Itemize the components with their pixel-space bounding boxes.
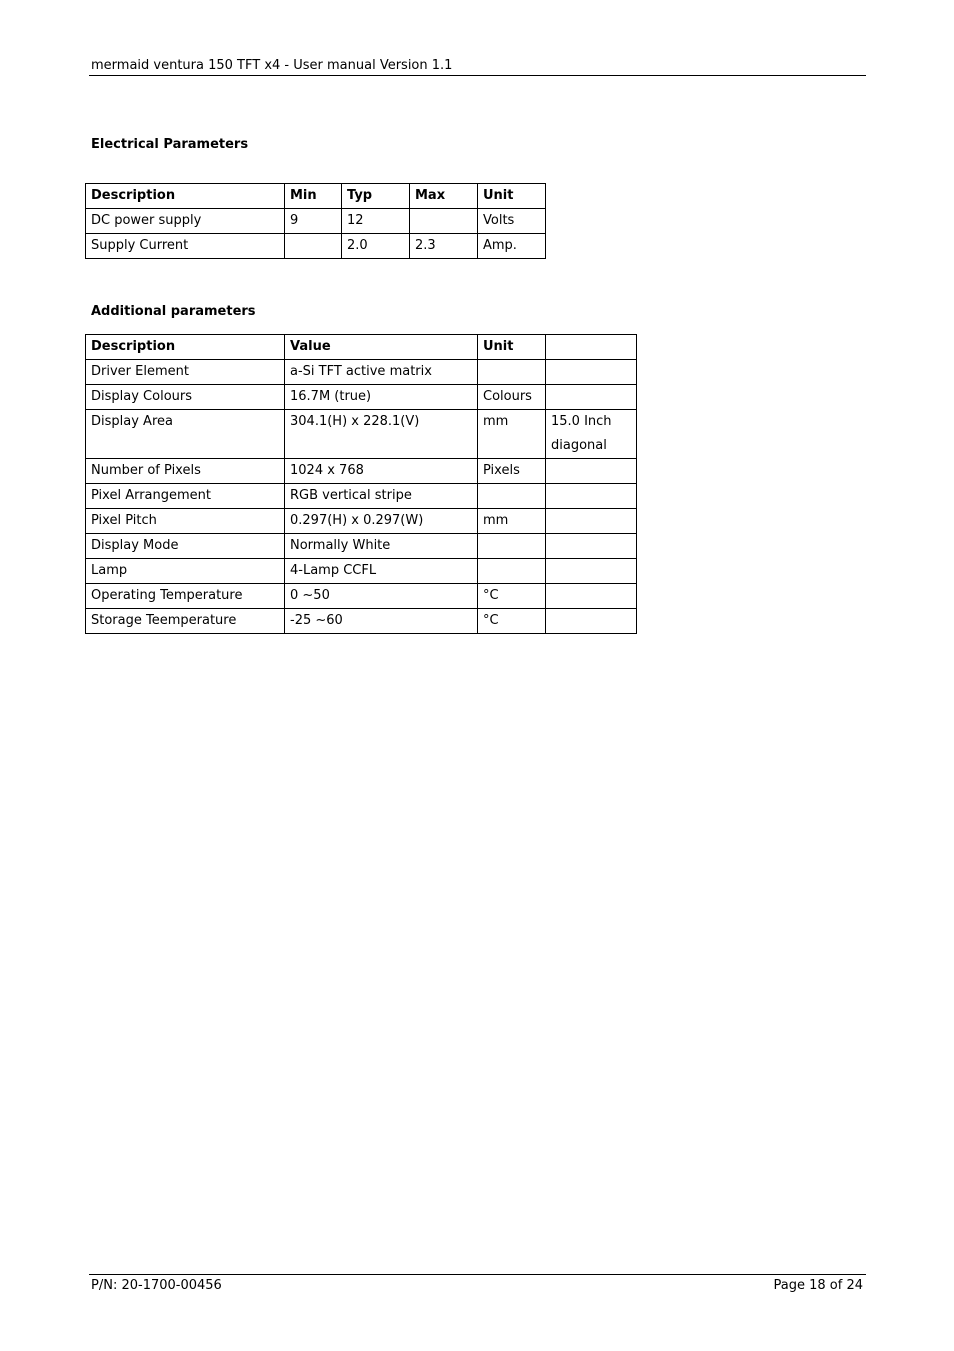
column-header-min: Min: [285, 184, 342, 209]
table-cell: Operating Temperature: [86, 584, 285, 609]
table-cell: °C: [478, 584, 546, 609]
table-cell: [478, 559, 546, 584]
table-row: [86, 360, 637, 385]
header-divider: [89, 75, 866, 76]
table-cell: Display Mode: [86, 534, 285, 559]
table-cell: Volts: [478, 209, 546, 234]
table-cell: [478, 360, 546, 385]
table-row: [86, 534, 637, 559]
table-cell: Number of Pixels: [86, 459, 285, 484]
table-row: [86, 484, 637, 509]
table-cell: 16.7M (true): [285, 385, 478, 410]
column-header-notes: [546, 335, 637, 360]
footer-divider: [89, 1274, 866, 1275]
table-cell: [546, 584, 637, 609]
column-header-unit: Unit: [478, 335, 546, 360]
table-cell: mm: [478, 509, 546, 534]
column-header-typ: Typ: [342, 184, 410, 209]
table-cell: 4-Lamp CCFL: [285, 559, 478, 584]
table-cell: Colours: [478, 385, 546, 410]
table-cell: Display Area: [86, 410, 285, 459]
table-row: [86, 559, 637, 584]
table-cell: 0.297(H) x 0.297(W): [285, 509, 478, 534]
column-header-max: Max: [410, 184, 478, 209]
table-cell: Supply Current: [86, 234, 285, 259]
table-cell: RGB vertical stripe: [285, 484, 478, 509]
electrical-parameters-heading: Electrical Parameters: [91, 137, 249, 152]
table-row: [86, 584, 637, 609]
table-cell: Driver Element: [86, 360, 285, 385]
table-cell: [546, 385, 637, 410]
table-row: [86, 209, 546, 234]
table-cell: 1024 x 768: [285, 459, 478, 484]
table-cell: Pixels: [478, 459, 546, 484]
table-cell: [478, 484, 546, 509]
table-row: [86, 385, 637, 410]
table-cell: 9: [285, 209, 342, 234]
table-cell: 2.0: [342, 234, 410, 259]
table-header-row: [86, 184, 546, 209]
table-row: [86, 234, 546, 259]
additional-parameters-table: [85, 334, 637, 634]
column-header-value: Value: [285, 335, 478, 360]
electrical-parameters-table: [85, 183, 546, 259]
table-cell: Storage Teemperature: [86, 609, 285, 634]
column-header-description: Description: [86, 335, 285, 360]
table-cell: Display Colours: [86, 385, 285, 410]
table-cell: DC power supply: [86, 209, 285, 234]
table-cell: Lamp: [86, 559, 285, 584]
table-cell: 0 ~50: [285, 584, 478, 609]
table-cell: Amp.: [478, 234, 546, 259]
table-cell: [546, 484, 637, 509]
table-row: [86, 410, 637, 459]
table-cell: [546, 509, 637, 534]
table-cell: Pixel Pitch: [86, 509, 285, 534]
table-cell: -25 ~60: [285, 609, 478, 634]
table-cell: [546, 559, 637, 584]
table-cell: 15.0 Inch diagonal: [546, 410, 637, 459]
table-cell: 12: [342, 209, 410, 234]
table-cell: Normally White: [285, 534, 478, 559]
table-row: [86, 459, 637, 484]
table-cell: a-Si TFT active matrix: [285, 360, 478, 385]
table-cell: 304.1(H) x 228.1(V): [285, 410, 478, 459]
table-header-row: [86, 335, 637, 360]
table-cell: [410, 209, 478, 234]
table-cell: 2.3: [410, 234, 478, 259]
document-header-title: mermaid ventura 150 TFT x4 - User manual Version 1.1: [91, 58, 453, 73]
table-cell: [546, 360, 637, 385]
column-header-description: Description: [86, 184, 285, 209]
table-cell: [478, 534, 546, 559]
table-row: [86, 509, 637, 534]
page-number: Page 18 of 24: [773, 1278, 863, 1293]
additional-parameters-heading: Additional parameters: [91, 304, 256, 319]
table-cell: [546, 534, 637, 559]
table-cell: [546, 609, 637, 634]
table-cell: °C: [478, 609, 546, 634]
table-cell: [285, 234, 342, 259]
part-number: P/N: 20-1700-00456: [91, 1278, 222, 1293]
table-cell: [546, 459, 637, 484]
table-cell: Pixel Arrangement: [86, 484, 285, 509]
table-row: [86, 609, 637, 634]
column-header-unit: Unit: [478, 184, 546, 209]
table-cell: mm: [478, 410, 546, 459]
